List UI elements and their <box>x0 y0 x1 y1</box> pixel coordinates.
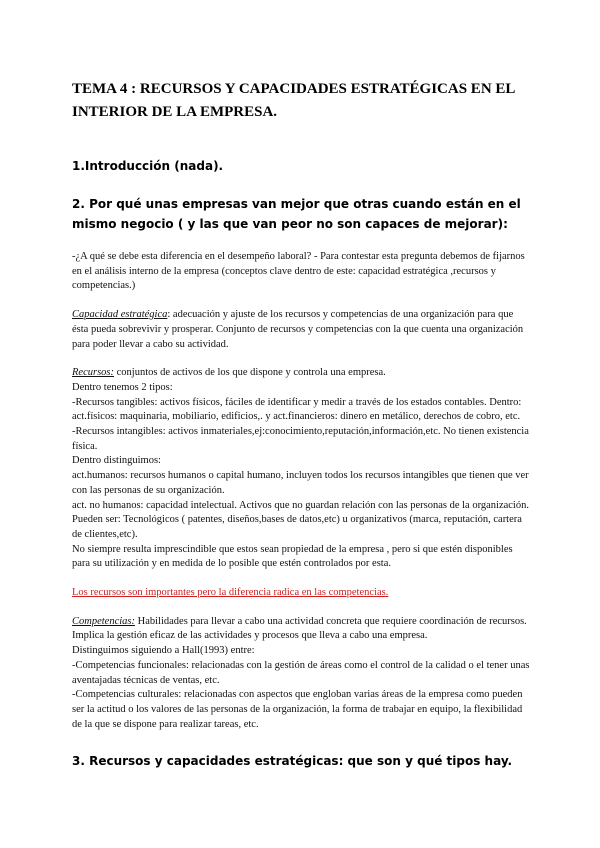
recursos-line: -Recursos intangibles: activos inmateriales,ej:conocimiento,reputación,información,etc. No tienen existencia física. <box>72 426 529 452</box>
capacidad-text: : adecuación y ajuste de los recursos y competencias de una organización para que ésta pueda sobrevivir y prosperar. Conjunto de recursos y competencias con la que cuenta una organización para poder llevar a cabo su actividad. <box>72 309 524 350</box>
competencias-term: Competencias: <box>72 615 135 627</box>
recursos-line: Dentro tenemos 2 tipos: <box>72 381 173 393</box>
recursos-text: conjuntos de activos de los que dispone y controla una empresa. <box>114 367 386 379</box>
section-heading-1: 1.Introducción (nada). <box>72 159 224 173</box>
section-heading-3: 3. Recursos y capacidades estratégicas: que son y qué tipos hay. <box>72 754 513 769</box>
recursos-block <box>72 366 532 572</box>
competencias-text: Habilidades para llevar a cabo una actividad concreta que requiere coordinación de recursos. Implica la gestión eficaz de las actividades y procesos que lleva a cabo una empresa. <box>72 615 527 642</box>
capacidad-paragraph <box>72 308 532 352</box>
competencias-line: Distinguimos siguiendo a Hall(1993) entre: <box>72 645 255 657</box>
intro-paragraph: -¿A qué se debe esta diferencia en el desempeño laboral? - Para contestar esta pregunta debemos de fijarnos en el análisis interno de la empresa (conceptos clave dentro de este: capacidad estratégica ,recursos y competencias.) <box>72 251 525 292</box>
recursos-line: act. no humanos: capacidad intelectual. Activos que no guardan relación con las personas de la organización. Pueden ser: Tecnológicos ( patentes, diseños,bases de datos,etc) u organizativos (marca, reputación, cartera de clientes,etc). <box>72 499 529 540</box>
recursos-line: Dentro distinguimos: <box>72 455 161 467</box>
highlight-note: Los recursos son importantes pero la diferencia radica en las competencias. <box>72 587 389 599</box>
competencias-block <box>72 615 532 733</box>
recursos-definition <box>72 366 532 381</box>
recursos-term: Recursos: <box>72 367 114 379</box>
recursos-line: No siempre resulta imprescindible que estos sean propiedad de la empresa , pero si que estén disponibles para su utilización y en medida de lo posible que estén controlados por esta. <box>72 543 513 570</box>
competencias-line: -Competencias funcionales: relacionadas con la gestión de áreas como el control de la calidad o el tener unas aventajadas técnicas de ventas, etc. <box>72 659 530 686</box>
recursos-line: -Recursos tangibles: activos físicos, fáciles de identificar y medir a través de los estados contables. Dentro: act.físicos: maquinaria, mobiliario, edificios,. y act.financieros: dinero en metálico, derechos de cobro, etc. <box>72 396 522 423</box>
competencias-definition <box>72 615 532 644</box>
section-heading-2: 2. Por qué unas empresas van mejor que otras cuando están en el mismo negocio ( y las que van peor no son capaces de mejorar): <box>72 197 521 231</box>
recursos-line: act.humanos: recursos humanos o capital humano, incluyen todos los recursos intangibles que tienen que ver con las personas de su organización. <box>72 470 529 496</box>
document-title: TEMA 4 : RECURSOS Y CAPACIDADES ESTRATÉGICAS EN EL INTERIOR DE LA EMPRESA. <box>72 81 515 120</box>
capacidad-term: Capacidad estratégica <box>72 309 168 321</box>
document-content <box>72 78 532 770</box>
competencias-line: -Competencias culturales: relacionadas con aspectos que engloban varias áreas de la empresa como pueden ser la actitud o los valores de las personas de la organización, la forma de trabajar en equipo, la flexibilidad de la que se dispone para realizar tareas, etc. <box>72 689 523 730</box>
